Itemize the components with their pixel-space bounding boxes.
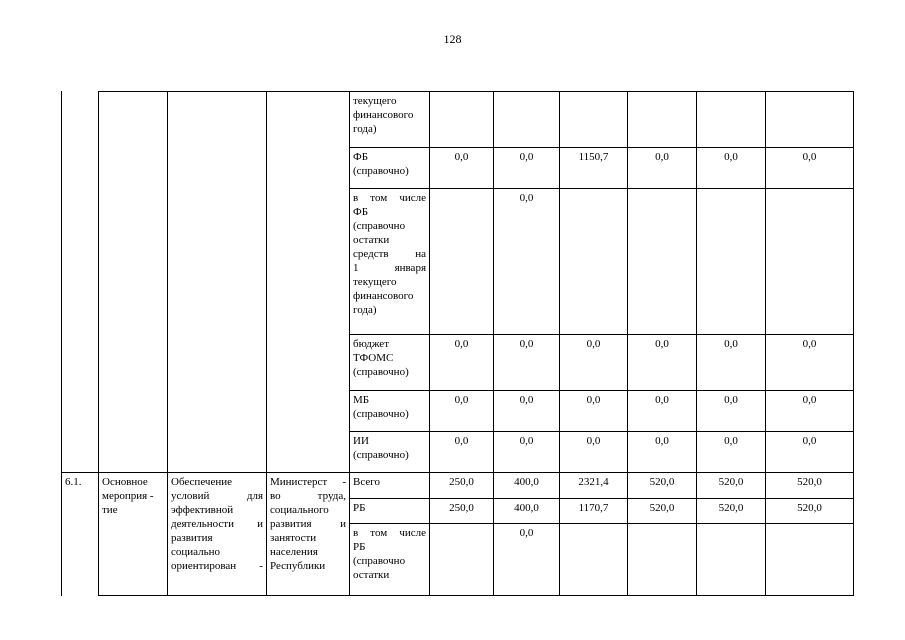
value-cell: 520,0 [649,502,675,514]
measure-status [99,473,167,595]
column-rule [167,91,168,596]
source-cell-line: в том числе [353,192,426,204]
value-cell: 520,0 [797,476,822,488]
measure-executor-line: развития и [270,518,346,530]
source-cell [350,391,429,431]
measure-name [168,473,266,595]
row-divider [349,390,854,391]
value-cell: 0,0 [655,435,669,447]
table-bottom-rule [98,595,854,596]
measure-name-line: деятельности и [171,518,263,530]
measure-executor-line: Республики [270,560,326,572]
column-rule [349,91,350,596]
source-cell-line: ИИ [353,435,369,447]
value-cell: 0,0 [724,394,738,406]
source-cell-line: Всего [353,476,380,488]
source-cell-line: средств на [353,248,426,260]
column-rule [765,91,766,596]
value-cell [697,189,765,334]
measure-executor-line: населения [270,546,318,558]
value-cell [494,92,559,147]
value-cell [628,524,696,595]
column-rule [696,91,697,596]
measure-status-line: Основное [102,476,148,488]
measure-executor-line: социального [270,504,329,516]
value-cell: 0,0 [586,338,601,350]
value-cell [560,92,627,147]
value-cell: 0,0 [519,151,534,163]
value-cell: 0,0 [519,435,534,447]
value-cell: 0,0 [454,338,469,350]
measure-name-line: социально [171,546,221,558]
source-cell [350,473,429,498]
source-cell [350,432,429,472]
value-cell: 0,0 [519,527,534,539]
measure-number-line: 6.1. [65,476,82,488]
source-cell-line: текущего [353,276,397,288]
value-cell [697,524,765,595]
source-cell-line: года) [353,123,377,135]
column-rule [627,91,628,596]
source-cell-line: ТФОМС [353,352,394,364]
value-cell [766,524,853,595]
value-cell [628,189,696,334]
measure-name-line: эффективной [171,504,234,516]
source-cell-line: остатки [353,569,390,581]
row-divider [349,147,854,148]
source-cell [350,335,429,390]
source-cell-line: остатки [353,234,390,246]
column-rule [429,91,430,596]
measure-executor-line: Министерст - [270,476,346,488]
value-cell: 0,0 [519,394,534,406]
value-cell: 0,0 [724,435,738,447]
value-cell: 250,0 [449,476,474,488]
source-cell [350,499,429,523]
value-cell: 0,0 [724,338,738,350]
value-cell [560,189,627,334]
value-cell: 0,0 [454,435,469,447]
value-cell: 1150,7 [578,151,609,163]
measure-executor-line: во труда, [270,490,346,502]
source-cell-line: в том числе [353,527,426,539]
value-cell: 0,0 [802,151,817,163]
value-cell: 0,0 [655,338,669,350]
value-cell: 1170,7 [578,502,609,514]
measure-name-line: ориентирован - [171,560,263,572]
value-cell: 0,0 [586,394,601,406]
column-rule [559,91,560,596]
value-cell: 0,0 [802,435,817,447]
source-cell-line: (справочно [353,555,406,567]
source-cell-line: финансового [353,109,414,121]
value-cell: 0,0 [454,394,469,406]
measure-name-line: Обеспечение [171,476,232,488]
value-cell: 0,0 [802,394,817,406]
source-cell [350,524,429,595]
value-cell: 400,0 [514,476,539,488]
value-cell: 0,0 [586,435,601,447]
source-cell [350,189,429,334]
value-cell [430,92,493,147]
source-cell-line: (справочно) [353,366,409,378]
value-cell: 0,0 [454,151,469,163]
source-cell-line: текущего [353,95,397,107]
value-cell: 0,0 [802,338,817,350]
measure-name-line: развития [171,532,213,544]
value-cell [766,92,853,147]
table-top-rule [98,91,854,92]
source-cell-line: (справочно) [353,165,409,177]
measure-executor-line: занятости [270,532,317,544]
row-divider [349,431,854,432]
column-rule [266,91,267,596]
value-cell [628,92,696,147]
value-cell: 0,0 [519,338,534,350]
measure-status-line: тие [102,504,118,516]
source-cell-line: 1 января [353,262,426,274]
column-rule [98,91,99,596]
source-cell-line: РБ [353,502,366,514]
row-divider [349,188,854,189]
column-rule [61,91,62,596]
value-cell: 520,0 [718,476,744,488]
measure-executor [267,473,349,595]
page-number: 128 [443,32,462,46]
column-rule [853,91,854,596]
value-cell: 0,0 [655,394,669,406]
column-rule [493,91,494,596]
source-cell [350,92,429,147]
value-cell: 520,0 [797,502,822,514]
value-cell: 520,0 [718,502,744,514]
measure-number [62,473,98,595]
source-cell-line: (справочно [353,220,406,232]
source-cell-line: ФБ [353,151,369,163]
measure-name-line: условий для [171,490,263,502]
source-cell-line: бюджет [353,338,389,350]
value-cell [430,524,493,595]
value-cell [766,189,853,334]
source-cell-line: МБ [353,394,370,406]
value-cell: 0,0 [724,151,738,163]
measure-status-line: мероприя - [102,490,154,502]
source-cell-line: года) [353,304,377,316]
value-cell: 0,0 [655,151,669,163]
value-cell: 250,0 [449,502,474,514]
value-cell [560,524,627,595]
source-cell-line: финансового [353,290,414,302]
source-cell [350,148,429,188]
row-divider [349,334,854,335]
source-cell-line: ФБ [353,206,369,218]
value-cell: 400,0 [514,502,539,514]
value-cell: 2321,4 [578,476,609,488]
value-cell [697,92,765,147]
value-cell: 520,0 [649,476,675,488]
value-cell [430,189,493,334]
source-cell-line: (справочно) [353,408,409,420]
value-cell: 0,0 [519,192,534,204]
source-cell-line: (справочно) [353,449,409,461]
source-cell-line: РБ [353,541,366,553]
